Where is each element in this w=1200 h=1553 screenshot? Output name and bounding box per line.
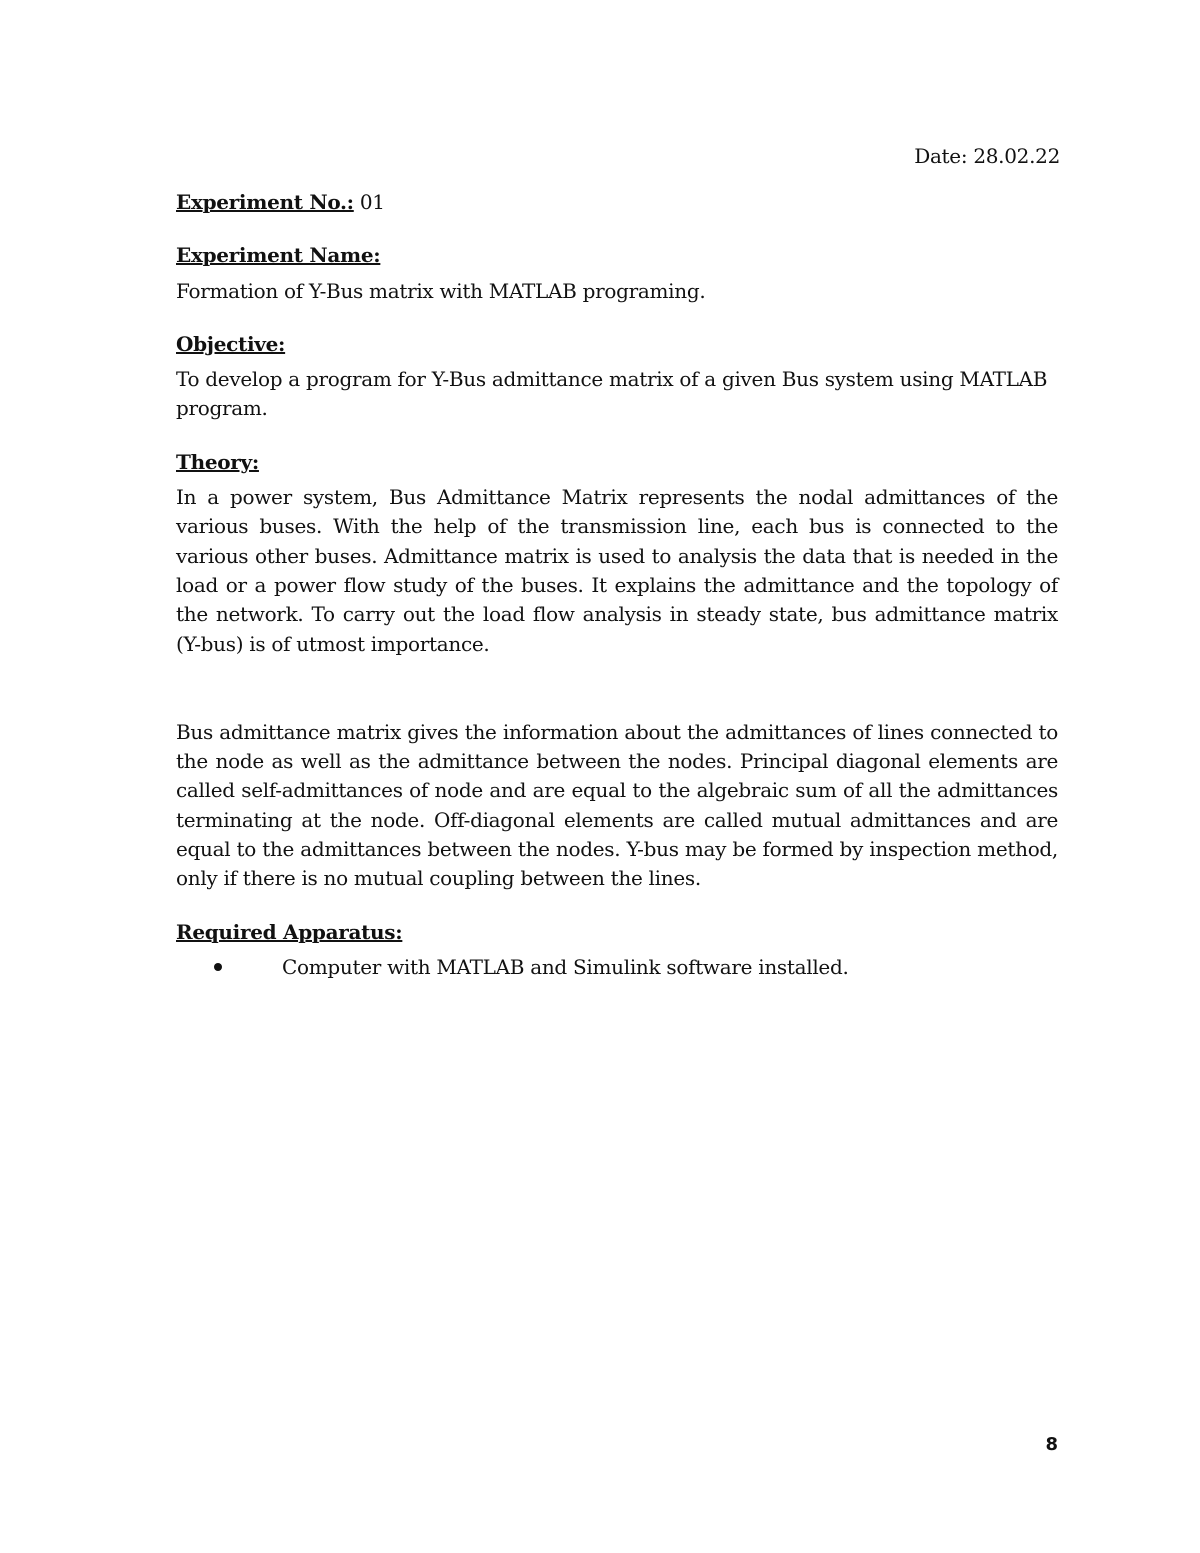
apparatus-item-text: Computer with MATLAB and Simulink software installed. [282,954,849,979]
theory-paragraph-2: Bus admittance matrix gives the information about the admittances of lines connected to the node as well as the admittance between the nodes. Principal diagonal elements are called self-admittances of node and are equal to the algebraic sum of all the admittances terminating at the node. Off-diagonal elements are called mutual admittances and are equal to the admittances between the nodes. Y-bus may be formed by inspection method, only if there is no mutual coupling between the lines. [176,719,1058,891]
experiment-name-text: Formation of Y-Bus matrix with MATLAB programing. [176,278,706,303]
theory-paragraph-1: In a power system, Bus Admittance Matrix represents the nodal admittances of the various buses. With the help of the transmission line, each bus is connected to the various other buses. Admittance matrix is used to analysis the data that is needed in the load or a power flow study of the buses. It explains the admittance and the topology of the network. To carry out the load flow analysis in steady state, bus admittance matrix (Y-bus) is of utmost importance. [176,485,1058,656]
page-number: 8 [1045,1434,1058,1455]
apparatus-list [176,953,1058,982]
list-item [176,953,1058,982]
objective-text: To develop a program for Y-Bus admittance matrix of a given Bus system using MATLAB program. [176,367,1048,421]
experiment-name-heading: Experiment Name: [176,243,381,268]
date-text: Date: 28.02.22 [914,144,1060,168]
theory-heading: Theory: [176,449,259,474]
experiment-number-label: Experiment No.: [176,190,354,214]
bullet-icon [214,963,222,971]
experiment-number-line [176,188,1058,217]
apparatus-heading: Required Apparatus: [176,919,403,944]
experiment-number-value: 01 [353,190,385,214]
document-body [176,188,1058,982]
objective-heading: Objective: [176,331,286,356]
